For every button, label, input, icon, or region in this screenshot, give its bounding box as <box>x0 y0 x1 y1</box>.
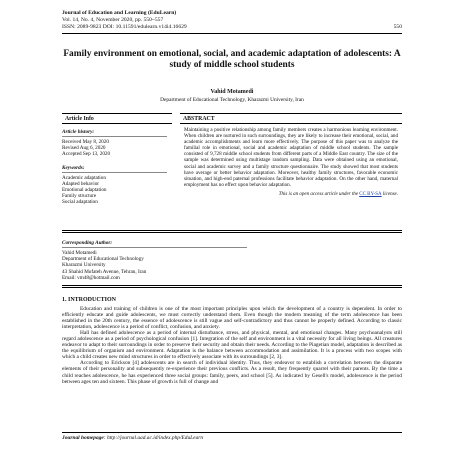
article-history-label: Article history: <box>62 129 167 137</box>
abstract-heading: ABSTRACT <box>180 113 402 124</box>
keyword: Family structure <box>62 193 97 200</box>
corr-line: Vahid Motamedi <box>62 250 97 256</box>
footer-label: Journal homepage <box>62 435 104 441</box>
journal-footer <box>62 435 203 441</box>
keyword: Academic adaptation <box>62 174 106 181</box>
paper-affiliation: Department of Educational Technology, Kharazmi University, Iran <box>160 97 304 103</box>
article-info-heading: Article Info <box>62 113 172 124</box>
accepted-date: Accepted Sep 13, 2020 <box>62 151 111 158</box>
corresponding-author-block <box>62 240 262 281</box>
keyword: Emotional adaptation <box>62 187 107 194</box>
corr-line: Department of Educational Technology <box>62 256 144 263</box>
info-box-rule-inner <box>62 232 402 233</box>
revised-date: Revised Aug 6, 2020 <box>62 145 106 152</box>
paper-title: Family environment on emotional, social, and academic adaptation of adolescents: A study of middle school students <box>63 49 401 70</box>
corr-email: Email: vm48@hotmail.com <box>62 274 120 281</box>
paragraph: Hall has defined adolescence as a period of internal disturbance, stress, and physical, mental, and emotional changes. Many psychoanalysts still regard adolescence as a period of psychological confusion [1]. Integration of the self and environment is a vital necessity for all living beings. All creatures endeavor to adapt to their surroundings in order to preserve their security and obtain their needs. According to the Piagetian model, adaptation is described as the equilibrium of organism and environment. Adaptation is the balance between accommodation and assimilation. It is a process with two scopes with which a child creates new mind structures in order to effectively associate with its surroundings [2, 3]. <box>62 330 402 361</box>
journal-issn: ISSN: 2089-9823 DOI: 10.11591/edulearn.v14i4.16629 <box>62 23 187 30</box>
corr-line: Kharazmi University <box>62 262 106 269</box>
footer-rule <box>62 432 402 433</box>
license-text: This is an open access article under the <box>278 191 358 197</box>
journal-volume: Vol. 14, No. 4, November 2020, pp. 550~557 <box>62 16 164 23</box>
license-line <box>180 192 402 197</box>
paragraph: Education and training of children is one of the most important principles upon which the development of a country is dependent. In order to efficiently educate and guide adolescents, we must correctly understand them. Even though the modern meaning of the term adolescence has been established in the 20th century, the essence of adolescence is still vague and self-contradictory and thus cannot be properly defined. According to classic interpretation, adolescence is a period of conflict, confusion, and anxiety. <box>62 306 402 331</box>
footer-url[interactable]: : http://journal.uad.ac.id/index.php/EduLearn <box>103 435 204 441</box>
introduction-heading: 1. INTRODUCTION <box>62 297 117 303</box>
keywords-label: Keywords: <box>62 165 167 173</box>
keyword: Adapted behavior <box>62 180 100 187</box>
journal-header <box>62 10 402 30</box>
header-rule <box>62 33 402 34</box>
license-suffix: license. <box>382 191 398 197</box>
info-box-rule <box>62 230 402 231</box>
received-date: Received May 8, 2020 <box>62 139 109 145</box>
abstract-text: Maintaining a positive relationship among family members creates a harmonious learning environment. When children are nurtured in such surroundings, they are likely to increase their emotional, social, and academic accomplishments and learn more effectively. The purpose of this paper was to analyze the familial role in emotional, social and academic adaptation of middle school students. The sample consisted of 9,728 middle school students from different parts of a Middle East country. The size of the sample was determined using multistage random sampling. Data were obtained using an emotional, social and academic survey and a family structure questionnaire. The study showed that most students have average or better behavior adaptation. Moreover, healthy family structures, favorable economic situation, and high-end paternal professions facilitate behavior adaptation. On the other hand, maternal employment has no effect upon behavior adaptation. <box>184 127 398 188</box>
keyword: Social adaptation <box>62 199 98 206</box>
paper-author: Vahid Motamedi <box>210 89 254 95</box>
page-number: 550 <box>393 23 402 30</box>
article-info-box <box>62 113 172 230</box>
corr-line: 43 Shahid Mofateh Avenue, Tehran, Iran <box>62 268 147 275</box>
corresponding-author-label: Corresponding Author: <box>62 240 247 248</box>
corresponding-rule <box>62 285 402 286</box>
abstract-box <box>180 113 402 230</box>
paragraph: According to Erickson [4] adolescents are in search of individual identity. Thus, they endeavor to establish a correlation between the disparate elements of their personality and subsequently re-experience their previous conflicts. As a result, they frequently quarrel with their parents. By the time a child reaches adolescence, he has experienced three social groups: family, peers, and school [5]. As indicated by Gesell's model, adolescence is the period between ages ten and sixteen. This phase of growth is full of change and <box>62 360 402 385</box>
license-link[interactable]: CC BY-SA <box>359 191 382 197</box>
corresponding-rule-inner <box>62 287 402 288</box>
journal-name: Journal of Education and Learning (EduLearn) <box>62 10 177 16</box>
introduction-body <box>62 306 402 385</box>
